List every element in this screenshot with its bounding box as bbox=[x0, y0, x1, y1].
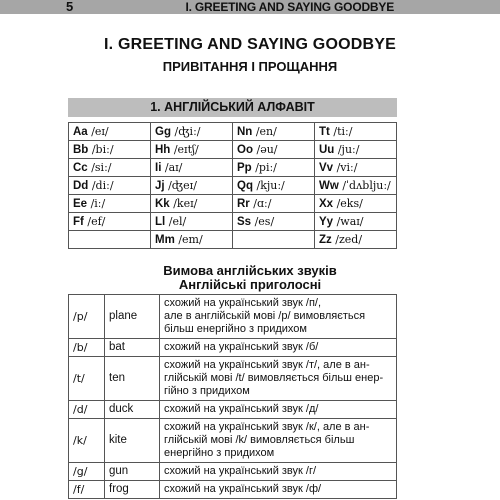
alphabet-cell bbox=[69, 231, 151, 249]
description-line: схожий на український звук /т/, але в ан- bbox=[164, 359, 370, 371]
sound-description bbox=[160, 481, 397, 499]
letter: Ff bbox=[73, 216, 84, 228]
example-word: kite bbox=[105, 419, 160, 463]
description-line: схожий на український звук /ф/ bbox=[164, 483, 322, 495]
letter-transcription: /aɪ/ bbox=[164, 161, 183, 174]
letter-transcription: /ef/ bbox=[87, 215, 106, 228]
alphabet-row bbox=[69, 213, 397, 231]
letter-transcription: /əu/ bbox=[256, 143, 278, 156]
alphabet-cell bbox=[151, 195, 233, 213]
letter-transcription: /keɪ/ bbox=[173, 197, 198, 210]
alphabet-cell bbox=[233, 141, 315, 159]
sound-row bbox=[69, 357, 397, 401]
letter: Pp bbox=[237, 162, 252, 174]
letter: Rr bbox=[237, 198, 250, 210]
letter-transcription: /waɪ/ bbox=[336, 215, 364, 228]
alphabet-cell bbox=[69, 177, 151, 195]
letter-transcription: /en/ bbox=[255, 125, 277, 138]
sound-row bbox=[69, 463, 397, 481]
alphabet-row bbox=[69, 195, 397, 213]
sound-symbol: /p/ bbox=[69, 295, 105, 339]
sound-symbol: /k/ bbox=[69, 419, 105, 463]
example-word: bat bbox=[105, 339, 160, 357]
consonants-table bbox=[68, 294, 397, 499]
alphabet-cell bbox=[233, 159, 315, 177]
letter-transcription: /biː/ bbox=[91, 143, 114, 156]
alphabet-cell bbox=[151, 213, 233, 231]
description-line: схожий на український звук /г/ bbox=[164, 465, 317, 477]
letter-transcription: /viː/ bbox=[336, 161, 358, 174]
letter: Xx bbox=[319, 198, 334, 210]
sound-description bbox=[160, 401, 397, 419]
letter: Hh bbox=[155, 144, 171, 156]
chapter-subtitle: ПРИВІТАННЯ І ПРОЩАННЯ bbox=[162, 59, 338, 74]
letter: Bb bbox=[73, 144, 89, 156]
sound-description bbox=[160, 463, 397, 481]
sound-description bbox=[160, 339, 397, 357]
alphabet-cell bbox=[69, 141, 151, 159]
letter-transcription: /ʤeɪ/ bbox=[168, 179, 197, 192]
letter-transcription: /siː/ bbox=[91, 161, 112, 174]
alphabet-cell bbox=[233, 123, 315, 141]
description-line: але в англійській мові /p/ вимовляється bbox=[164, 310, 366, 322]
letter: Ee bbox=[73, 198, 88, 210]
alphabet-row bbox=[69, 177, 397, 195]
letter: Oo bbox=[237, 144, 253, 156]
letter-transcription: /ˈdʌbljuː/ bbox=[342, 179, 391, 192]
description-line: глійській мові /k/ вимовляється більш bbox=[164, 434, 355, 446]
running-header bbox=[0, 0, 500, 14]
example-word: plane bbox=[105, 295, 160, 339]
sound-symbol: /t/ bbox=[69, 357, 105, 401]
letter: Nn bbox=[237, 126, 253, 138]
letter: Zz bbox=[319, 234, 332, 246]
running-title: I. GREETING AND SAYING GOODBYE bbox=[185, 0, 394, 14]
alphabet-cell bbox=[151, 159, 233, 177]
sound-description bbox=[160, 357, 397, 401]
letter: Ll bbox=[155, 216, 166, 228]
letter: Qq bbox=[237, 180, 253, 192]
letter: Cc bbox=[73, 162, 88, 174]
letter-transcription: /iː/ bbox=[90, 197, 106, 210]
letter: Ii bbox=[155, 162, 162, 174]
alphabet-cell bbox=[315, 123, 397, 141]
letter: Dd bbox=[73, 180, 89, 192]
alphabet-cell bbox=[233, 195, 315, 213]
example-word: frog bbox=[105, 481, 160, 499]
letter: Kk bbox=[155, 198, 170, 210]
alphabet-cell bbox=[315, 177, 397, 195]
sound-description bbox=[160, 295, 397, 339]
alphabet-cell bbox=[69, 159, 151, 177]
description-line: схожий на український звук /д/ bbox=[164, 403, 319, 415]
alphabet-row bbox=[69, 141, 397, 159]
alphabet-row bbox=[69, 159, 397, 177]
letter: Vv bbox=[319, 162, 334, 174]
letter: Gg bbox=[155, 126, 171, 138]
alphabet-cell bbox=[151, 231, 233, 249]
sound-symbol: /d/ bbox=[69, 401, 105, 419]
sound-symbol: /b/ bbox=[69, 339, 105, 357]
letter-transcription: /ʤiː/ bbox=[174, 125, 201, 138]
alphabet-cell bbox=[315, 195, 397, 213]
letter: Ss bbox=[237, 216, 252, 228]
letter-transcription: /eks/ bbox=[336, 197, 363, 210]
description-line: схожий на український звук /к/, але в ан- bbox=[164, 421, 370, 433]
sounds-title: Вимова англійських звуків bbox=[163, 263, 337, 278]
alphabet-cell bbox=[151, 141, 233, 159]
alphabet-cell bbox=[69, 195, 151, 213]
sound-description bbox=[160, 419, 397, 463]
alphabet-cell bbox=[315, 141, 397, 159]
alphabet-row bbox=[69, 231, 397, 249]
alphabet-table bbox=[68, 122, 397, 249]
description-line: гійно з придихом bbox=[164, 385, 250, 397]
description-line: енергійно з придихом bbox=[164, 447, 275, 459]
page-number: 5 bbox=[66, 0, 74, 14]
letter-transcription: /el/ bbox=[168, 215, 187, 228]
alphabet-cell bbox=[69, 123, 151, 141]
alphabet-cell bbox=[151, 177, 233, 195]
letter: Yy bbox=[319, 216, 334, 228]
sound-row bbox=[69, 295, 397, 339]
letter-transcription: /piː/ bbox=[255, 161, 277, 174]
example-word: ten bbox=[105, 357, 160, 401]
description-line: схожий на український звук /п/, bbox=[164, 297, 322, 309]
chapter-title: I. GREETING AND SAYING GOODBYE bbox=[104, 36, 396, 53]
sound-symbol: /f/ bbox=[69, 481, 105, 499]
letter-transcription: /ɑː/ bbox=[253, 197, 272, 210]
sound-symbol: /g/ bbox=[69, 463, 105, 481]
letter: Aa bbox=[73, 126, 88, 138]
alphabet-row bbox=[69, 123, 397, 141]
sound-row bbox=[69, 481, 397, 499]
sounds-subtitle: Англійські приголосні bbox=[178, 277, 322, 292]
letter: Ww bbox=[319, 180, 339, 192]
alphabet-cell bbox=[315, 159, 397, 177]
letter-transcription: /eɪtʃ/ bbox=[173, 143, 199, 156]
description-line: глійській мові /t/ вимовляється більш енер- bbox=[164, 372, 384, 384]
alphabet-cell bbox=[69, 213, 151, 231]
alphabet-cell bbox=[233, 177, 315, 195]
description-line: більш енергійно з придихом bbox=[164, 323, 307, 335]
alphabet-cell bbox=[233, 231, 315, 249]
sound-row bbox=[69, 419, 397, 463]
letter-transcription: /eɪ/ bbox=[91, 125, 109, 138]
letter-transcription: /diː/ bbox=[91, 179, 114, 192]
alphabet-cell bbox=[315, 231, 397, 249]
example-word: gun bbox=[105, 463, 160, 481]
sound-row bbox=[69, 339, 397, 357]
letter: Mm bbox=[155, 234, 175, 246]
alphabet-cell bbox=[315, 213, 397, 231]
section-heading-alphabet: 1. АНГЛІЙСЬКИЙ АЛФАВІТ bbox=[68, 98, 397, 117]
description-line: схожий на український звук /б/ bbox=[164, 341, 319, 353]
letter: Jj bbox=[155, 180, 165, 192]
letter-transcription: /em/ bbox=[178, 233, 203, 246]
letter-transcription: /tiː/ bbox=[333, 125, 353, 138]
letter: Uu bbox=[319, 144, 335, 156]
letter-transcription: /juː/ bbox=[337, 143, 360, 156]
letter-transcription: /es/ bbox=[254, 215, 275, 228]
letter-transcription: /zed/ bbox=[335, 233, 363, 246]
letter: Tt bbox=[319, 126, 330, 138]
sound-row bbox=[69, 401, 397, 419]
letter-transcription: /kjuː/ bbox=[256, 179, 285, 192]
alphabet-cell bbox=[233, 213, 315, 231]
alphabet-cell bbox=[151, 123, 233, 141]
example-word: duck bbox=[105, 401, 160, 419]
